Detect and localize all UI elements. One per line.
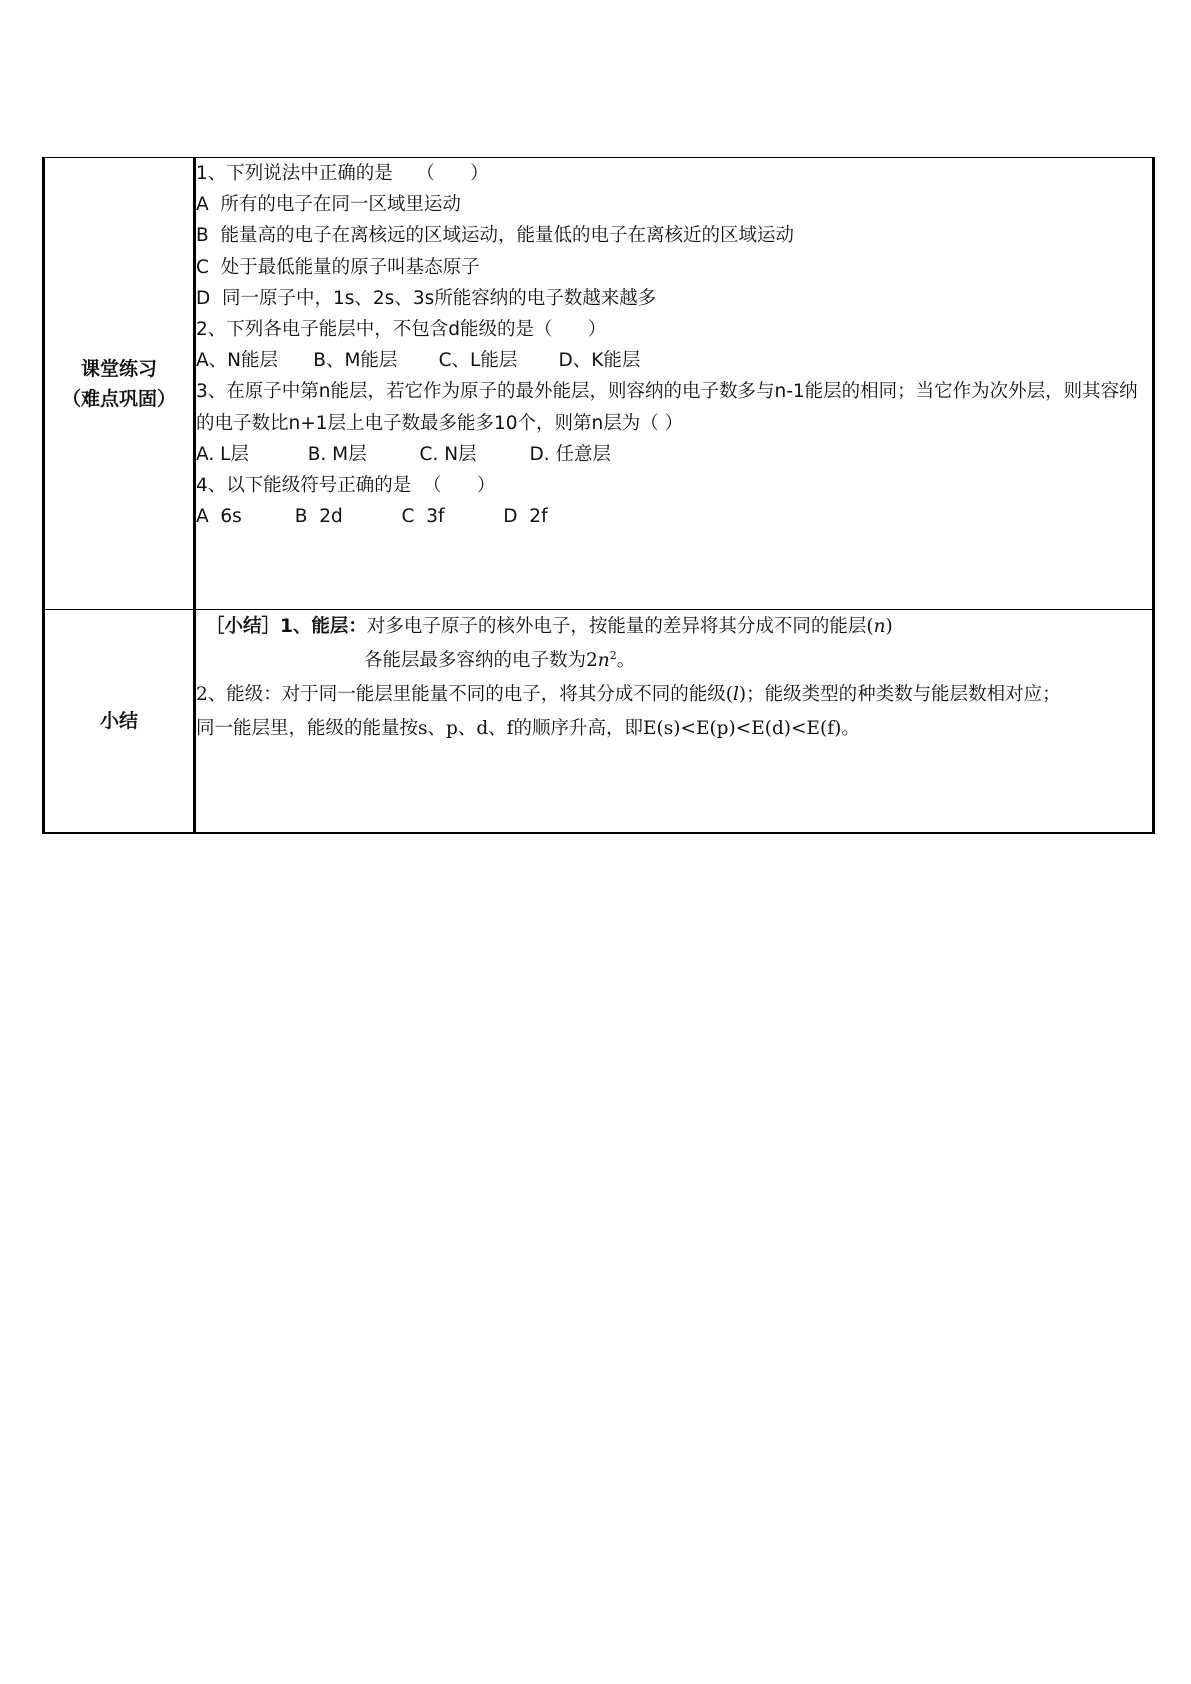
question-3-text: 3、在原子中第n能层，若它作为原子的最外能层，则容纳的电子数多与n-1能层的相同；当它作为次外层，则其容纳的电子数比n+1层上电子数最多能多10个，则第n层为（ ） <box>196 381 1138 434</box>
summary-row <box>44 610 1154 833</box>
summary-variable: n <box>597 650 610 671</box>
summary-superscript: 2 <box>609 648 617 662</box>
summary-content-cell <box>195 610 1154 833</box>
summary-label-cell <box>44 610 195 833</box>
summary-paragraph-2 <box>196 644 1152 678</box>
practice-row <box>44 158 1154 610</box>
summary-paragraph-1 <box>196 610 1152 644</box>
lesson-table <box>42 157 1155 834</box>
summary-paragraph-4: 同一能层里，能级的能量按s、p、d、f的顺序升高，即E(s)<E(p)<E(d)<E(f)。 <box>196 718 860 739</box>
practice-line: 1、下列说法中正确的是 （ ） <box>196 163 489 184</box>
summary-label: 小结 <box>99 709 138 732</box>
summary-variable: l <box>733 684 739 705</box>
summary-text: 各能层最多容纳的电子数为2 <box>364 650 598 671</box>
practice-content-cell <box>195 158 1154 610</box>
practice-label-line2: （难点巩固） <box>61 387 176 410</box>
practice-line: A. L层 B. M层 C. N层 D. 任意层 <box>196 443 611 465</box>
practice-line: B 能量高的电子在离核远的区域运动，能量低的电子在离核近的区域运动 <box>196 225 794 247</box>
practice-label-cell <box>44 158 195 610</box>
practice-line: 4、以下能级符号正确的是 （ ） <box>196 475 496 497</box>
summary-text: )；能级类型的种类数与能层数相对应； <box>738 684 1061 705</box>
summary-variable: n <box>873 616 886 637</box>
summary-text: ) <box>885 616 893 637</box>
practice-line: A 6s B 2d C 3f D 2f <box>196 506 548 528</box>
summary-paragraph-3 <box>196 678 1152 712</box>
practice-label-line1: 课堂练习 <box>80 357 157 380</box>
summary-text: 对多电子原子的核外电子，按能量的差异将其分成不同的能层( <box>366 616 874 637</box>
practice-line: A、N能层 B、M能层 C、L能层 D、K能层 <box>196 350 641 372</box>
summary-text: 。 <box>616 650 636 671</box>
practice-line: D 同一原子中，1s、2s、3s所能容纳的电子数越来越多 <box>196 287 657 309</box>
summary-heading: ［小结］1、能层： <box>206 616 367 637</box>
practice-line: C 处于最低能量的原子叫基态原子 <box>196 256 480 278</box>
summary-text: 2、能级：对于同一能层里能量不同的电子，将其分成不同的能级( <box>196 684 733 705</box>
practice-line: A 所有的电子在同一区域里运动 <box>196 194 461 216</box>
practice-line: 2、下列各电子能层中，不包含d能级的是（ ） <box>196 319 607 341</box>
